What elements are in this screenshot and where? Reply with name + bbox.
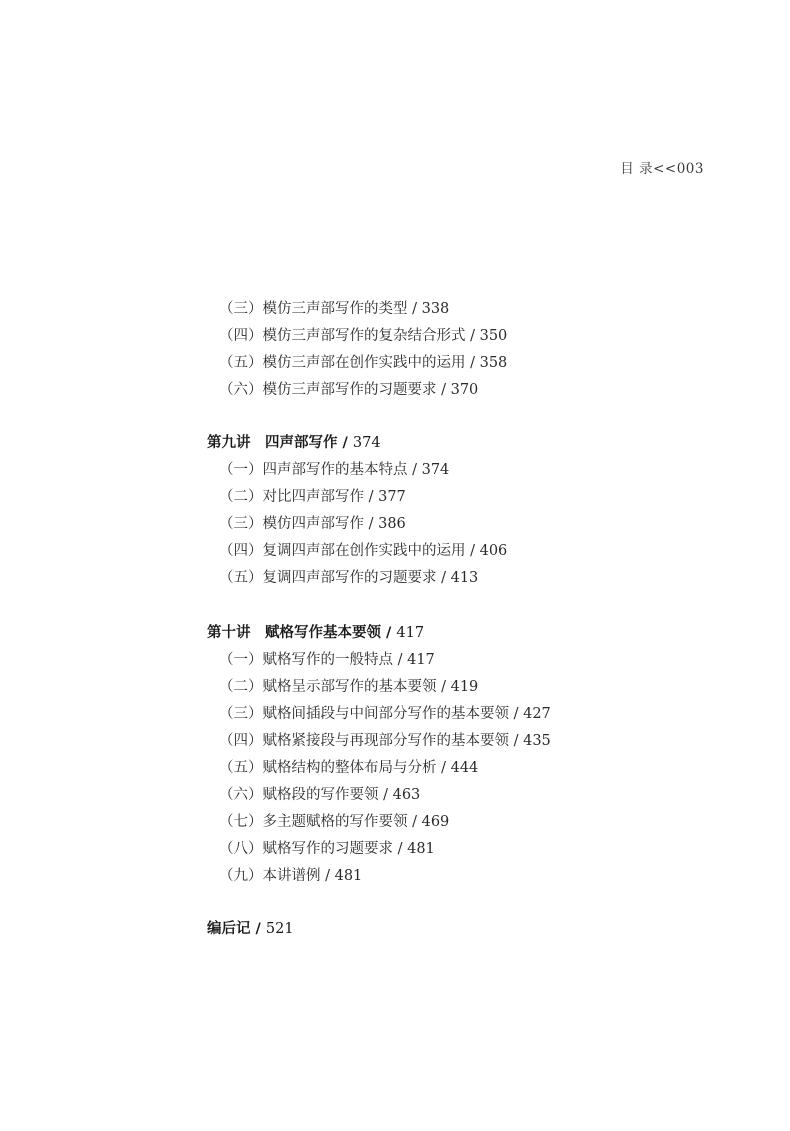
toc-entry-label: （一）四声部写作的基本特点 /	[219, 462, 422, 478]
toc-entry-page: 377	[378, 489, 406, 505]
toc-entry-page: 419	[450, 679, 479, 695]
toc-entry[interactable]	[207, 350, 727, 377]
toc-entry-label: （二）对比四声部写作 /	[219, 489, 379, 505]
toc-entry-label: （一）赋格写作的一般特点 /	[219, 652, 408, 668]
toc-entry[interactable]	[207, 457, 727, 484]
toc-chapter-page: 374	[352, 435, 381, 451]
toc-entry[interactable]	[207, 674, 727, 701]
toc-entry-page: 358	[479, 355, 508, 371]
toc-entry-label: （四）模仿三声部写作的复杂结合形式 /	[219, 328, 480, 344]
toc-entry-page: 435	[523, 733, 551, 749]
header-page-number: 003	[676, 161, 704, 177]
toc-entry[interactable]	[207, 701, 727, 728]
toc-entry-label: （五）模仿三声部在创作实践中的运用 /	[219, 355, 480, 371]
toc-entry[interactable]	[207, 511, 727, 538]
toc-entry-label: （九）本讲谱例 /	[219, 868, 335, 884]
toc-chapter-label: 第十讲 赋格写作基本要领 /	[207, 625, 397, 641]
toc-entry[interactable]	[207, 565, 727, 592]
toc-entry-page: 417	[407, 652, 435, 668]
toc-entry-label: （四）复调四声部在创作实践中的运用 /	[219, 543, 480, 559]
toc-chapter-page: 417	[396, 625, 425, 641]
toc-entry-page: 386	[378, 516, 406, 532]
toc-entry[interactable]	[207, 836, 727, 863]
toc-entry-label: （三）模仿四声部写作 /	[219, 516, 379, 532]
toc-entry-label: （六）模仿三声部写作的习题要求 /	[219, 382, 451, 398]
toc-entry-page: 469	[421, 814, 450, 830]
toc-entry[interactable]	[207, 377, 727, 404]
toc-entry-label: （二）赋格呈示部写作的基本要领 /	[219, 679, 451, 695]
toc-entry-label: （七）多主题赋格的写作要领 /	[219, 814, 422, 830]
toc-chapter-label: 第九讲 四声部写作 /	[207, 435, 353, 451]
header-separator: <<	[653, 161, 677, 177]
toc-entry[interactable]	[207, 863, 727, 890]
toc-entry[interactable]	[207, 782, 727, 809]
toc-afterword-page: 521	[265, 921, 294, 937]
header-title: 目 录	[620, 161, 654, 177]
toc-entry-label: （八）赋格写作的习题要求 /	[219, 841, 408, 857]
toc-chapter-10[interactable]	[207, 620, 727, 647]
toc-entry-page: 481	[407, 841, 435, 857]
toc-entry[interactable]	[207, 728, 727, 755]
toc-entry-label: （五）复调四声部写作的习题要求 /	[219, 570, 451, 586]
toc-chapter-9[interactable]	[207, 430, 727, 457]
toc-entry-page: 350	[479, 328, 508, 344]
toc-entry-page: 413	[450, 570, 479, 586]
toc-entry-page: 427	[523, 706, 551, 722]
toc-entry-label: （三）赋格间插段与中间部分写作的基本要领 /	[219, 706, 524, 722]
toc-entry-page: 374	[421, 462, 450, 478]
toc-entry-label: （三）模仿三声部写作的类型 /	[219, 301, 422, 317]
toc-entry[interactable]	[207, 755, 727, 782]
toc-entry[interactable]	[207, 323, 727, 350]
toc-entry-page: 406	[479, 543, 508, 559]
toc-entry-page: 444	[450, 760, 479, 776]
running-header	[620, 157, 704, 177]
table-of-contents	[207, 296, 727, 943]
toc-afterword-label: 编后记 /	[207, 921, 266, 937]
toc-entry[interactable]	[207, 809, 727, 836]
toc-entry[interactable]	[207, 647, 727, 674]
toc-entry-page: 481	[334, 868, 363, 884]
toc-afterword[interactable]	[207, 916, 727, 943]
toc-entry-page: 370	[450, 382, 479, 398]
toc-entry[interactable]	[207, 538, 727, 565]
toc-entry-page: 338	[421, 301, 450, 317]
toc-entry-page: 463	[392, 787, 421, 803]
toc-entry[interactable]	[207, 296, 727, 323]
toc-entry-label: （四）赋格紧接段与再现部分写作的基本要领 /	[219, 733, 524, 749]
toc-entry-label: （六）赋格段的写作要领 /	[219, 787, 393, 803]
toc-entry-label: （五）赋格结构的整体布局与分析 /	[219, 760, 451, 776]
toc-entry[interactable]	[207, 484, 727, 511]
